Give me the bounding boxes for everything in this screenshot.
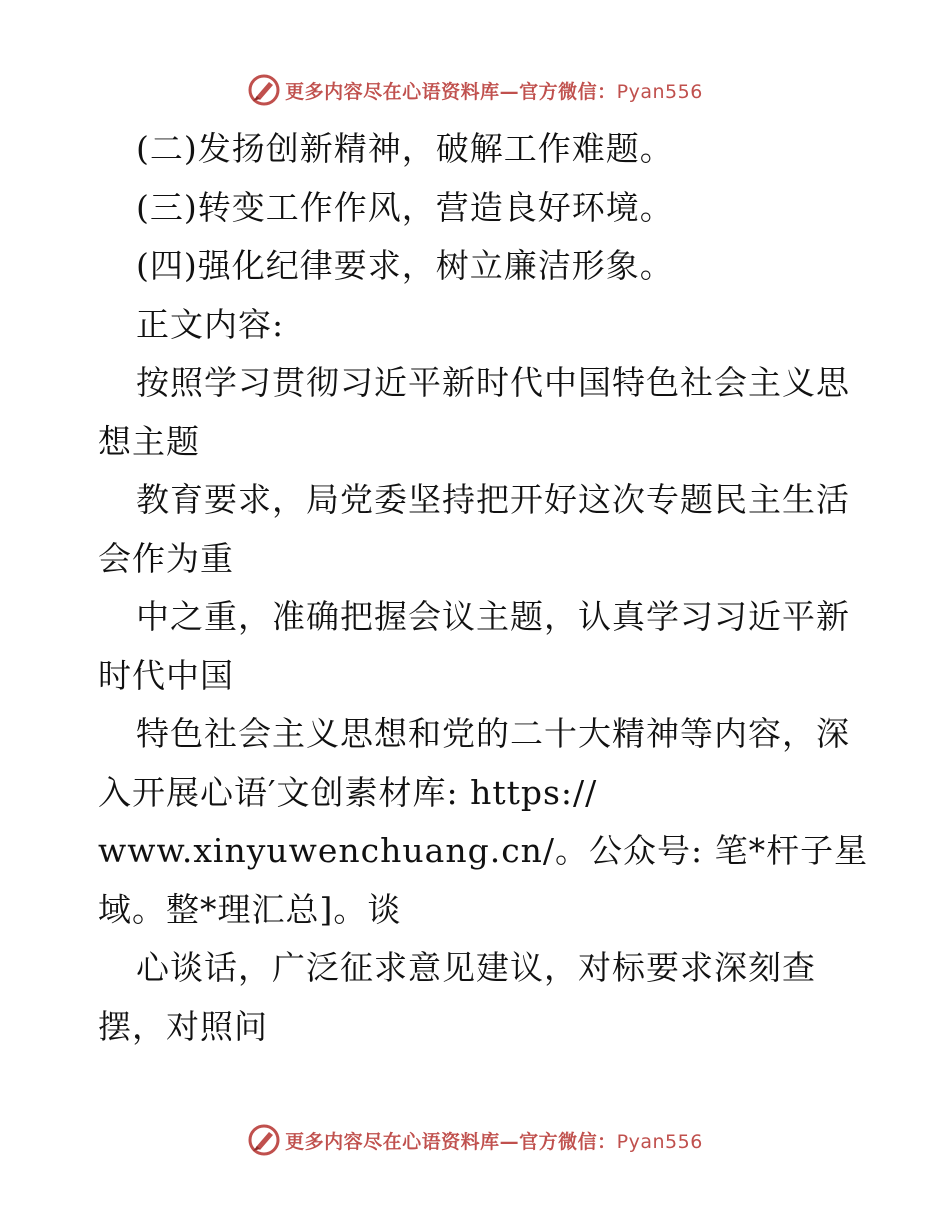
text-line: (二)发扬创新精神，破解工作难题。	[136, 129, 674, 168]
text-line: 心谈话，广泛征求意见建议，对标要求深刻查	[136, 948, 816, 987]
header-banner	[0, 70, 950, 110]
brand-logo-icon	[247, 73, 281, 107]
text-line: 入开展心语′文创素材库: https://	[98, 772, 598, 812]
text-line: 时代中国	[98, 655, 234, 695]
text-line: 域。整*理汇总]。谈	[98, 889, 402, 929]
text-line: www.xinyuwenchuang.cn/。公众号: 笔*杆子星	[98, 831, 869, 870]
text-line: 按照学习贯彻习近平新时代中国特色社会主义思	[136, 363, 850, 402]
footer-banner	[0, 1120, 950, 1160]
text-line: 摆，对照问	[98, 1006, 268, 1046]
text-line: (三)转变工作作风，营造良好环境。	[136, 187, 674, 227]
document-body	[98, 120, 869, 1056]
footer-wechat-id: Pyan556	[616, 1130, 703, 1153]
text-line: 教育要求，局党委坚持把开好这次专题民主生活	[136, 480, 850, 519]
header-wechat-id: Pyan556	[616, 80, 703, 103]
brand-logo-icon	[247, 1123, 281, 1157]
text-line: (四)强化纪律要求，树立廉洁形象。	[136, 246, 674, 285]
header-banner-text: 更多内容尽在心语资料库—官方微信：Pyan556	[285, 80, 703, 103]
text-line: 特色社会主义思想和党的二十大精神等内容，深	[136, 714, 850, 753]
text-line: 会作为重	[98, 538, 234, 578]
text-line: 想主题	[98, 421, 200, 461]
text-line: 中之重，准确把握会议主题，认真学习习近平新	[136, 597, 850, 636]
text-line: 正文内容:	[136, 304, 285, 344]
footer-banner-text: 更多内容尽在心语资料库—官方微信：Pyan556	[285, 1130, 703, 1153]
